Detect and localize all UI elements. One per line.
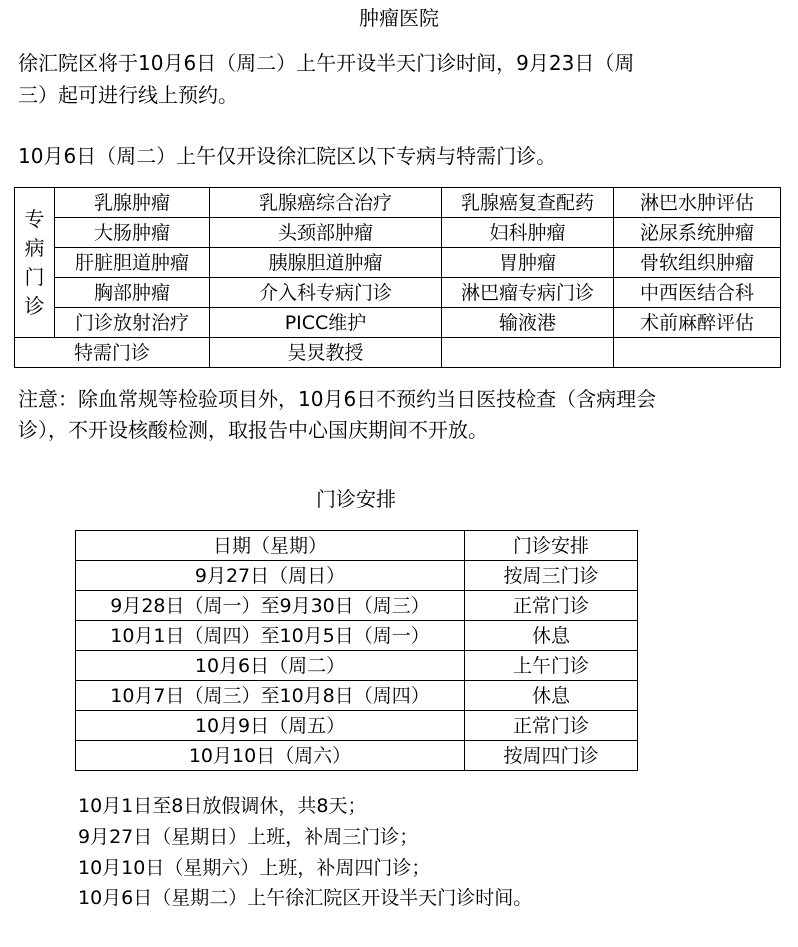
schedule-date: 9月27日（周日） bbox=[76, 561, 465, 591]
intro-line-2: 三）起可进行线上预约。 bbox=[18, 83, 238, 107]
table-row bbox=[15, 188, 781, 218]
dept-cell: 输液港 bbox=[442, 308, 614, 338]
schedule-arrangement: 正常门诊 bbox=[465, 591, 638, 621]
dept-cell: 乳腺肿瘤 bbox=[55, 188, 210, 218]
dept-cell: 妇科肿瘤 bbox=[442, 218, 614, 248]
notice-line-1: 注意：除血常规等检验项目外，10月6日不预约当日医技检查（含病理会 bbox=[18, 387, 657, 411]
dept-cell: 门诊放射治疗 bbox=[55, 308, 210, 338]
page-title: 肿瘤医院 bbox=[359, 6, 439, 30]
table-row bbox=[76, 681, 638, 711]
dept-cell: 乳腺癌综合治疗 bbox=[210, 188, 442, 218]
dept-cell: 乳腺癌复查配药 bbox=[442, 188, 614, 218]
dept-cell: 头颈部肿瘤 bbox=[210, 218, 442, 248]
header-arrangement: 门诊安排 bbox=[465, 531, 638, 561]
schedule-date: 10月1日（周四）至10月5日（周一） bbox=[76, 621, 465, 651]
table-row bbox=[15, 308, 781, 338]
table-row bbox=[76, 561, 638, 591]
schedule-arrangement: 按周四门诊 bbox=[465, 741, 638, 771]
table-row bbox=[76, 741, 638, 771]
dept-cell: 胃肿瘤 bbox=[442, 248, 614, 278]
schedule-title: 门诊安排 bbox=[316, 487, 396, 511]
dept-cell: 淋巴水肿评估 bbox=[614, 188, 781, 218]
dept-cell: 术前麻醉评估 bbox=[614, 308, 781, 338]
dept-cell: 骨软组织肿瘤 bbox=[614, 248, 781, 278]
header-date: 日期（星期） bbox=[76, 531, 465, 561]
table-row bbox=[15, 248, 781, 278]
dept-cell: 淋巴瘤专病门诊 bbox=[442, 278, 614, 308]
schedule-date: 9月28日（周一）至9月30日（周三） bbox=[76, 591, 465, 621]
specialty-side-label: 专病门诊 bbox=[15, 188, 55, 338]
dept-cell: 中西医结合科 bbox=[614, 278, 781, 308]
dept-cell: 胸部肿瘤 bbox=[55, 278, 210, 308]
dept-cell: PICC维护 bbox=[210, 308, 442, 338]
table-row bbox=[76, 621, 638, 651]
schedule-arrangement: 休息 bbox=[465, 681, 638, 711]
dept-cell: 大肠肿瘤 bbox=[55, 218, 210, 248]
schedule-arrangement: 按周三门诊 bbox=[465, 561, 638, 591]
dept-cell: 泌尿系统肿瘤 bbox=[614, 218, 781, 248]
special-clinic-doctor: 吴炅教授 bbox=[210, 338, 442, 368]
footer-note-2: 9月27日（星期日）上班，补周三门诊； bbox=[78, 826, 419, 848]
schedule-date: 10月6日（周二） bbox=[76, 651, 465, 681]
schedule-arrangement: 正常门诊 bbox=[465, 711, 638, 741]
table-row bbox=[76, 651, 638, 681]
empty-cell bbox=[442, 338, 614, 368]
dept-cell: 肝脏胆道肿瘤 bbox=[55, 248, 210, 278]
specialty-clinic-table bbox=[14, 187, 781, 368]
dept-cell: 胰腺胆道肿瘤 bbox=[210, 248, 442, 278]
schedule-date: 10月10日（周六） bbox=[76, 741, 465, 771]
schedule-arrangement: 休息 bbox=[465, 621, 638, 651]
intro-line-3: 10月6日（周二）上午仅开设徐汇院区以下专病与特需门诊。 bbox=[18, 144, 557, 168]
footer-note-3: 10月10日（星期六）上班，补周四门诊； bbox=[78, 857, 431, 879]
schedule-table bbox=[75, 530, 638, 771]
notice-line-2: 诊），不开设核酸检测，取报告中心国庆期间不开放。 bbox=[18, 418, 488, 442]
table-row bbox=[15, 278, 781, 308]
empty-cell bbox=[614, 338, 781, 368]
schedule-arrangement: 上午门诊 bbox=[465, 651, 638, 681]
schedule-date: 10月9日（周五） bbox=[76, 711, 465, 741]
footer-note-4: 10月6日（星期二）上午徐汇院区开设半天门诊时间。 bbox=[78, 887, 533, 909]
dept-cell: 介入科专病门诊 bbox=[210, 278, 442, 308]
special-clinic-label: 特需门诊 bbox=[15, 338, 210, 368]
table-row bbox=[76, 591, 638, 621]
schedule-date: 10月7日（周三）至10月8日（周四） bbox=[76, 681, 465, 711]
intro-line-1: 徐汇院区将于10月6日（周二）上午开设半天门诊时间，9月23日（周 bbox=[18, 51, 635, 75]
footer-note-1: 10月1日至8日放假调休，共8天； bbox=[78, 795, 367, 817]
table-header-row bbox=[76, 531, 638, 561]
table-row bbox=[15, 338, 781, 368]
table-row bbox=[76, 711, 638, 741]
table-row bbox=[15, 218, 781, 248]
